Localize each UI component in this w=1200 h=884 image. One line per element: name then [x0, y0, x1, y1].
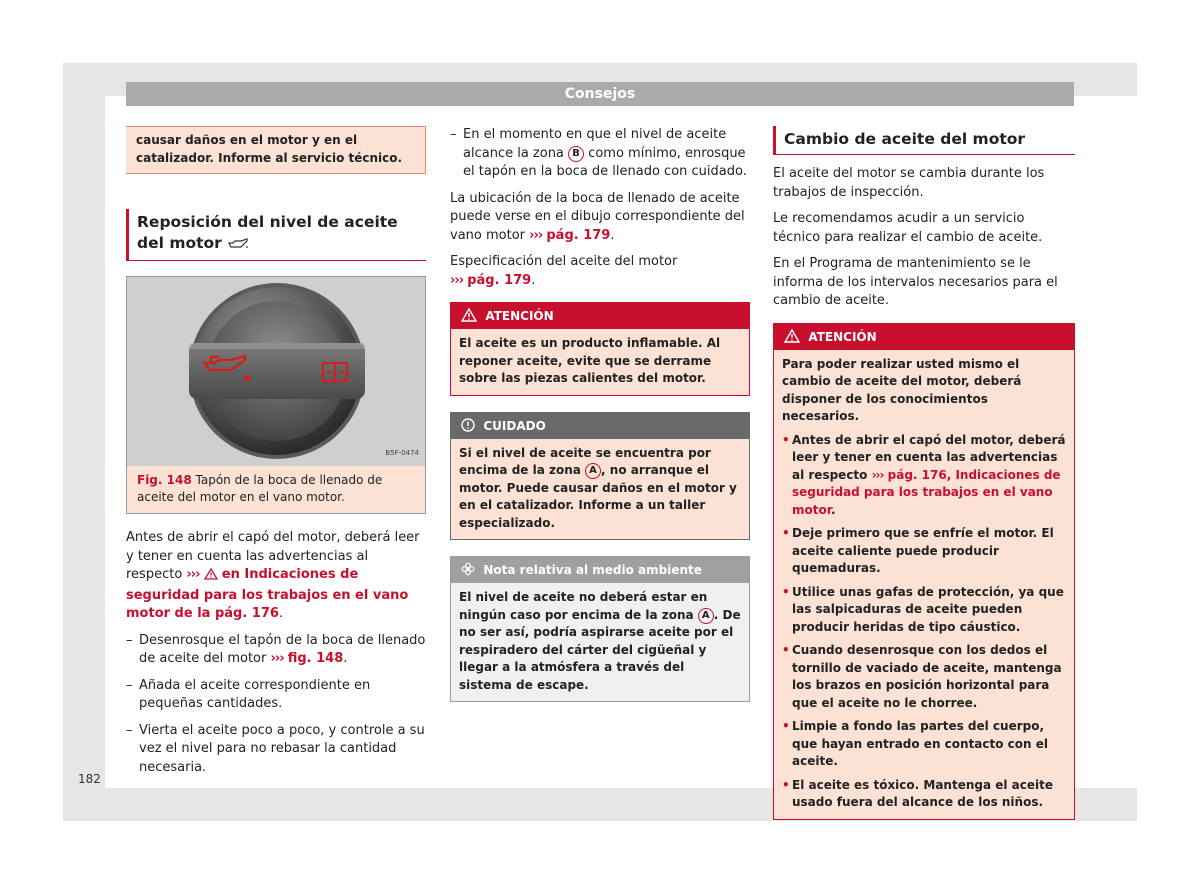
spec-paragraph: Especificación del aceite del motor ››› pág. 179.	[450, 254, 678, 288]
reference-arrow-icon: ›››	[270, 651, 284, 666]
zone-a-marker: A	[585, 463, 601, 479]
info-circle-icon	[461, 415, 475, 441]
fig-148-link[interactable]: fig. 148	[287, 651, 344, 666]
zone-a-marker: A	[698, 608, 714, 624]
continued-note: causar daños en el motor y en el catalizador. Informe al servicio técnico.	[126, 126, 426, 174]
warning-triangle-icon	[461, 305, 477, 331]
warning-header: ATENCIÓN	[451, 303, 749, 329]
column-2	[450, 126, 750, 702]
page-179-link-2[interactable]: pág. 179	[467, 272, 532, 288]
column-3	[773, 126, 1075, 820]
warning-bullet: • Deje primero que se enfríe el motor. El aceite caliente puede producir quemaduras.	[782, 525, 1066, 578]
oil-cap-photo	[127, 277, 425, 466]
oil-change-p2: Le recomendamos acudir a un servicio técnico para realizar el cambio de aceite.	[773, 211, 1043, 245]
section-header: Consejos	[126, 82, 1074, 106]
oil-change-p1: El aceite del motor se cambia durante los trabajos de inspección.	[773, 166, 1045, 200]
oil-can-icon	[227, 235, 249, 256]
figure-caption: Fig. 148 Tapón de la boca de llenado de aceite del motor en el vano motor.	[127, 466, 425, 513]
section-title-refill: Reposición del nivel de aceite del motor	[126, 209, 426, 261]
warning-bullet: • Utilice unas gafas de protección, ya que las salpicaduras de aceite pueden producir heridas de tipo cáustico.	[782, 584, 1066, 637]
caution-header: CUIDADO	[451, 413, 749, 439]
warning-box-flammable	[450, 302, 750, 396]
warning-box-oil-change	[773, 323, 1075, 820]
section-title-oil-change: Cambio de aceite del motor	[773, 126, 1075, 155]
warning-bullet: • El aceite es tóxico. Mantenga el aceite usado fuera del alcance de los niños.	[782, 777, 1066, 812]
step-add-oil: – Añada el aceite correspondiente en pequeñas cantidades.	[126, 677, 426, 714]
warning-triangle-icon	[784, 326, 800, 352]
step-close-cap: – En el momento en que el nivel de aceite alcance la zona B como mínimo, enrosque el tapón en la boca de llenado con cuidado.	[450, 126, 750, 182]
reference-arrow-icon: ›››	[529, 227, 543, 243]
caution-text: Si el nivel de aceite se encuentra por encima de la zona A , no arranque el motor. Puede causar daños en el motor y en el catalizador. Informe a un taller especializado.	[451, 439, 749, 540]
column-1	[126, 126, 426, 785]
warning-triangle-icon	[204, 568, 218, 587]
reference-arrow-icon: ›››	[186, 567, 200, 582]
warning-intro: Para poder realizar usted mismo el cambio de aceite del motor, deberá disponer de los conocimientos necesarios.	[782, 356, 1022, 423]
reference-arrow-icon: ›››	[871, 467, 884, 482]
warning-bullet: • Limpie a fondo las partes del cuerpo, que hayan entrado en contacto con el aceite.	[782, 718, 1066, 771]
location-paragraph: La ubicación de la boca de llenado de aceite puede verse en el dibujo correspondiente del vano motor ››› pág. 179.	[450, 190, 745, 243]
oil-change-p3: En el Programa de mantenimiento se le informa de los intervalos necesarios para el cambio de aceite.	[773, 256, 1058, 308]
warning-text: El aceite es un producto inflamable. Al reponer aceite, evite que se derrame sobre las piezas calientes del motor.	[451, 329, 749, 395]
environment-header: Nota relativa al medio ambiente	[451, 557, 749, 583]
warning-bullet: • Antes de abrir el capó del motor, deberá leer y tener en cuenta las advertencias al respecto ››› pág. 176, Indicaciones de seguridad para los trabajos en el vano motor.	[782, 432, 1066, 520]
page-176-link[interactable]: pág. 176, Indicaciones de seguridad para los trabajos en el vano motor	[792, 467, 1061, 517]
page-number: 182	[78, 772, 101, 786]
reference-arrow-icon: ›››	[450, 272, 464, 288]
warning-header: ATENCIÓN	[774, 324, 1074, 350]
figure-code: B5F-0474	[385, 448, 419, 457]
figure-148	[126, 276, 426, 514]
page-179-link[interactable]: pág. 179	[546, 227, 611, 243]
safety-link[interactable]: en Indicaciones de seguridad para los trabajos en el vano motor de la pág. 176	[126, 567, 409, 621]
step-unscrew: – Desenrosque el tapón de la boca de llenado de aceite del motor ››› fig. 148.	[126, 632, 426, 669]
environment-box	[450, 556, 750, 702]
environment-text: El nivel de aceite no deberá estar en ningún caso por encima de la zona A . De no ser así, podría aspirarse aceite por el respiradero del cárter del cigüeñal y llegar a la atmósfera a través del sistema de escape.	[451, 583, 749, 701]
step-pour-oil: – Vierta el aceite poco a poco, y controle a su vez el nivel para no rebasar la cantidad necesaria.	[126, 722, 426, 778]
intro-paragraph: Antes de abrir el capó del motor, deberá leer y tener en cuenta las advertencias al respecto ››› en Indicaciones de seguridad para los trabajos en el vano motor de la pág. 176.	[126, 530, 420, 621]
caution-box	[450, 412, 750, 541]
zone-b-marker: B	[568, 146, 584, 162]
flower-icon	[461, 559, 475, 585]
warning-text	[774, 350, 1074, 819]
warning-bullet: • Cuando desenrosque con los dedos el tornillo de vaciado de aceite, mantenga los brazos en posición horizontal para que el aceite no le chorree.	[782, 642, 1066, 712]
